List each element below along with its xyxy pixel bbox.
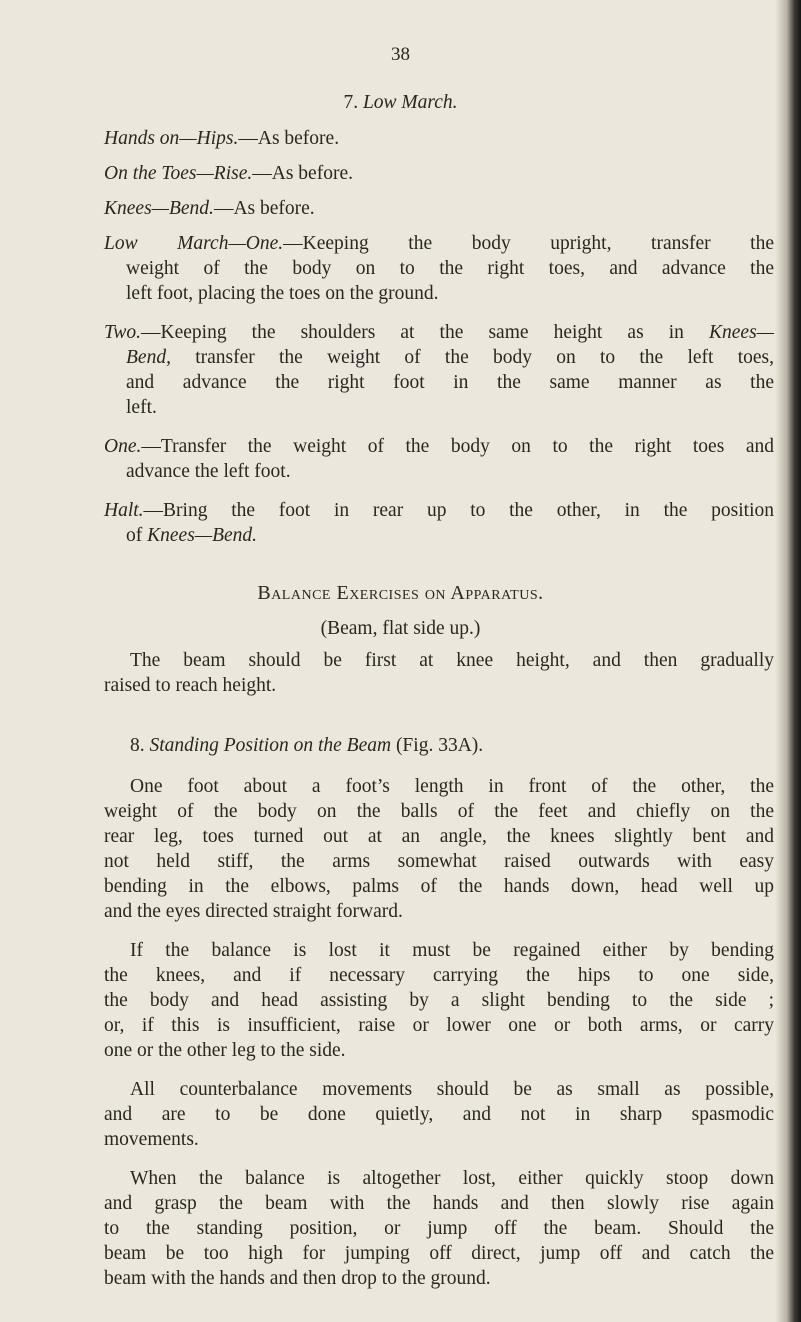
paragraph-line: The beam should be first at knee height, and then gradually	[130, 650, 774, 671]
paragraph-line: All counterbalance movements should be as small as possible,	[130, 1079, 774, 1100]
balance-exercises-heading: Balance Exercises on Apparatus.	[257, 582, 544, 604]
paragraph-line: rear leg, toes turned out at an angle, the knees slightly bent and	[104, 826, 774, 847]
instruction-line: Hands on—Hips.—As before.	[104, 128, 340, 149]
paragraph-line: When the balance is altogether lost, either quickly stoop down	[130, 1168, 774, 1189]
paragraph-line: movements.	[104, 1129, 199, 1150]
paragraph-line: the body and head assisting by a slight bending to the side ;	[104, 990, 774, 1011]
paragraph-line: the knees, and if necessary carrying the hips to one side,	[104, 965, 774, 986]
paragraph-line: left.	[126, 397, 157, 418]
paragraph-line: If the balance is lost it must be regained either by bending	[130, 940, 774, 961]
section-8-heading: 8. Standing Position on the Beam (Fig. 33A).	[130, 735, 484, 756]
page-number: 38	[391, 44, 410, 65]
paragraph-line: and grasp the beam with the hands and then slowly rise again	[104, 1193, 774, 1214]
paragraph-one: One.—Transfer the weight of the body on to the right toes and	[104, 436, 774, 457]
instruction-line: Knees—Bend.—As before.	[104, 198, 315, 219]
paragraph-line: bending in the elbows, palms of the hands down, head well up	[104, 876, 774, 897]
balance-subheading: (Beam, flat side up.)	[320, 618, 481, 639]
paragraph-line: and are to be done quietly, and not in sharp spasmodic	[104, 1104, 774, 1125]
paragraph-line: and advance the right foot in the same manner as the	[126, 372, 774, 393]
paragraph-line: weight of the body on to the right toes, and advance the	[126, 258, 774, 279]
book-spine-shadow	[775, 0, 801, 1322]
paragraph-line: One foot about a foot’s length in front of the other, the	[130, 776, 774, 797]
paragraph-line: not held stiff, the arms somewhat raised outwards with easy	[104, 851, 774, 872]
paragraph-low-march-one: Low March—One.—Keeping the body upright, transfer the	[104, 233, 774, 254]
paragraph-line: beam be too high for jumping off direct, jump off and catch the	[104, 1243, 774, 1264]
paragraph-line: left foot, placing the toes on the ground.	[126, 283, 439, 304]
paragraph-line: of Knees—Bend.	[126, 525, 258, 546]
paragraph-line: Bend, transfer the weight of the body on to the left toes,	[126, 347, 774, 368]
paragraph-line: or, if this is insufficient, raise or lower one or both arms, or carry	[104, 1015, 774, 1036]
paragraph-line: advance the left foot.	[126, 461, 291, 482]
paragraph-line: weight of the body on the balls of the feet and chiefly on the	[104, 801, 774, 822]
paragraph-line: one or the other leg to the side.	[104, 1040, 346, 1061]
section-7-title: Low March.	[362, 92, 458, 113]
paragraph-line: beam with the hands and then drop to the ground.	[104, 1268, 491, 1289]
paragraph-line: and the eyes directed straight forward.	[104, 901, 403, 922]
section-7-number: 7.	[343, 92, 359, 113]
paragraph-two: Two.—Keeping the shoulders at the same height as in Knees—	[104, 322, 775, 343]
paragraph-line: to the standing position, or jump off the beam. Should the	[104, 1218, 774, 1239]
paragraph-halt: Halt.—Bring the foot in rear up to the other, in the position	[104, 500, 774, 521]
section-7-heading	[0, 92, 801, 114]
instruction-line: On the Toes—Rise.—As before.	[104, 163, 353, 184]
paragraph-line: raised to reach height.	[104, 675, 277, 696]
